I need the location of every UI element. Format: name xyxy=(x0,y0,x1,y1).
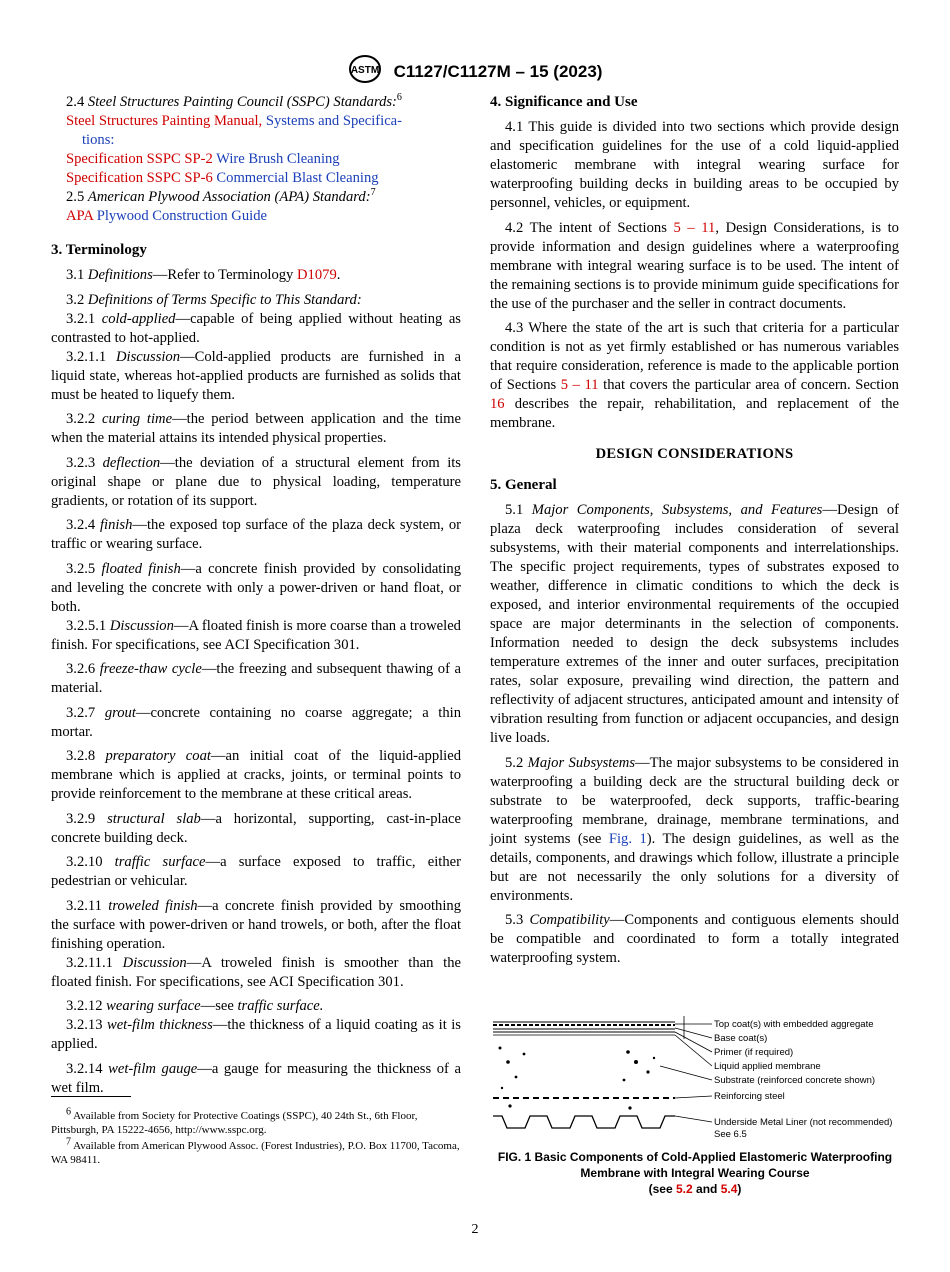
heading-general: 5. General xyxy=(490,477,557,493)
para-3-1: 3.1 Definitions—Refer to Terminology D1079. xyxy=(66,267,341,283)
heading-design-considerations: DESIGN CONSIDERATIONS xyxy=(595,446,794,462)
ref-apa xyxy=(51,207,461,226)
para-5-1: 5.1 Major Components, Subsystems, and Features—Design of plaza deck waterproofing includes consideration of several subsystems, with their material components and interrelationships. The specific project requirements, types of substrates exposed to weather, difference in climatic conditions to which the deck is exposed, and interior environmental requirements of the occupied space are major determinants in the selection of components. Information needed to design the deck subsystems includes temperature extremes of the inner and outer surfaces, precipitation rates, solar exposure, prevailing wind direction, the pattern and reflectivity of adjacent structures, anticipated amount and intensity of vibration resulting from function or adjacent occupancies, and design live loads. xyxy=(490,502,899,746)
para-3-2-2: 3.2.2 curing time—the period between application and the time when the material attains its intended physical properties. xyxy=(51,411,461,446)
para-3-2-11-1: 3.2.11.1 Discussion—A troweled finish is smoother than the floated finish. For specifications, see ACI Specification 301. xyxy=(51,954,461,990)
ref-sp6 xyxy=(51,169,461,188)
para-4-2: 4.2 The intent of Sections 5 – 11, Design Considerations, is to provide information and design guidelines where a waterproofing membrane with integral wearing surface is to be used. The intent of the remaining sections is to provide minimum guide specifications for the use of the purchaser and the seller in contract documents. xyxy=(490,219,899,312)
figure-1-diagram xyxy=(490,1014,900,1142)
deck-cross-section xyxy=(493,1022,675,1128)
section-16-link[interactable]: 16 xyxy=(490,396,505,412)
apa-title-link[interactable]: Plywood Construction Guide xyxy=(96,208,267,224)
apa-link[interactable]: APA xyxy=(66,208,94,224)
footnote-7: $^7$ Available from American Plywood Assoc. (Forest Industries), P.O. Box 11700, Tacoma, WA 98411. xyxy=(51,1136,460,1166)
para-3-2-14: 3.2.14 wet-film gauge—a gauge for measuring the thickness of a wet film. xyxy=(51,1060,461,1096)
document-number: C1127/C1127M – 15 (2023) xyxy=(393,61,603,81)
para-3-2-13: 3.2.13 wet-film thickness—the thickness of a liquid coating as it is applied. xyxy=(51,1017,461,1052)
section-2-5: 2.5 American Plywood Association (APA) Standard:$^7$ xyxy=(66,187,376,205)
section-2-4: 2.4 Steel Structures Painting Council (SSPC) Standards:$^6$ xyxy=(66,92,402,110)
para-5-3: 5.3 Compatibility—Components and contiguous elements should be compatible and coordinated to form a totally integrated waterproofing system. xyxy=(490,912,899,966)
ref-tions: tions: xyxy=(82,132,115,148)
aggregate-dots xyxy=(499,1047,656,1110)
astm-logo-text: ASTM xyxy=(350,65,379,76)
page-number: 2 xyxy=(471,1222,479,1237)
para-3-2-12: 3.2.12 wearing surface—see traffic surface. xyxy=(66,998,324,1014)
para-4-1: 4.1 This guide is divided into two sections which provide design and specification guidelines for the use of a cold liquid-applied elastomeric membrane with integral wearing surface for waterproofing building decks in building areas to be occupied by personnel, vehicles, or equipment. xyxy=(490,119,899,211)
sp6-link[interactable]: Specification SSPC SP-6 xyxy=(66,170,213,186)
para-3-2-1-1: 3.2.1.1 Discussion—Cold-applied products are furnished in a liquid state, whereas hot-applied products are furnished as solids that must be heated to liquefy them. xyxy=(51,348,461,403)
footnote-rule xyxy=(51,1096,131,1097)
sp6-title-link[interactable]: Commercial Blast Cleaning xyxy=(216,170,379,186)
para-3-2-3: 3.2.3 deflection—the deviation of a structural element from its original shape or plane due to physical loading, temperature gradients, or rotation of its support. xyxy=(51,454,461,509)
sections-5-11-link-2[interactable]: 5 – 11 xyxy=(560,377,599,393)
figure-1-caption: FIG. 1 Basic Components of Cold-Applied Elastomeric Waterproofing Membrane with Integral Wearing Course (see 5.2 and 5.4) xyxy=(497,1150,893,1196)
para-3-2-5-1: 3.2.5.1 Discussion—A floated finish is more coarse than a troweled finish. For specifications, see ACI Specification 301. xyxy=(51,617,461,653)
heading-significance: 4. Significance and Use xyxy=(490,94,638,110)
sp2-link[interactable]: Specification SSPC SP-2 xyxy=(66,151,213,167)
fig-label-substrate: Substrate (reinforced concrete shown) xyxy=(714,1075,876,1086)
ref-systems-specs-link[interactable]: Systems and Specifica- xyxy=(265,113,403,129)
fig-label-reinforcing: Reinforcing steel xyxy=(714,1091,785,1102)
heading-terminology: 3. Terminology xyxy=(51,242,147,258)
footnote-6: $^6$ Available from Society for Protective Coatings (SSPC), 40 24th St., 6th Floor, Pittsburgh, PA 15222-4656, http://www.sspc.org. xyxy=(51,1106,418,1136)
caption-5-2-link[interactable]: 5.2 xyxy=(675,1182,693,1196)
para-3-2-7: 3.2.7 grout—concrete containing no coarse aggregate; a thin mortar. xyxy=(51,704,461,740)
para-3-2-1: 3.2.1 cold-applied—capable of being applied without heating as contrasted to hot-applied. xyxy=(51,310,461,346)
fig-label-base-coat: Base coat(s) xyxy=(714,1033,768,1044)
astm-logo xyxy=(348,54,382,89)
para-4-3: 4.3 Where the state of the art is such that criteria for a particular condition is not as yet firmly established or has numerous variables that require consideration, reference is made to the applicable portion of Sections 5 – 11 that covers the particular area of concern. Section 16 describes the repair, rehabilitation, and replacement of the membrane. xyxy=(490,320,899,431)
right-column xyxy=(490,93,899,974)
fig-1-link[interactable]: Fig. 1 xyxy=(608,830,647,847)
page-header xyxy=(0,54,950,89)
fig-label-primer: Primer (if required) xyxy=(714,1047,794,1058)
d1079-link[interactable]: D1079 xyxy=(297,267,337,283)
fig-label-top-coat: Top coat(s) with embedded aggregate xyxy=(714,1019,874,1030)
caption-5-4-link[interactable]: 5.4 xyxy=(720,1182,738,1196)
para-3-2-11: 3.2.11 troweled finish—a concrete finish provided by smoothing the surface with power-driven or hand trowels, or both, after the float finishing operation. xyxy=(51,897,461,952)
ref-sspc-manual xyxy=(51,112,461,131)
fig-label-see-6-5: See 6.5 xyxy=(714,1129,747,1140)
para-3-2-10: 3.2.10 traffic surface—a surface exposed to traffic, either pedestrian or vehicular. xyxy=(51,854,461,889)
para-3-2: 3.2 Definitions of Terms Specific to This Standard: xyxy=(66,291,362,308)
sp2-title-link[interactable]: Wire Brush Cleaning xyxy=(216,151,340,167)
para-3-2-4: 3.2.4 finish—the exposed top surface of the plaza deck system, or traffic or wearing surface. xyxy=(51,517,461,552)
figure-1 xyxy=(490,1014,900,1197)
footnotes xyxy=(51,1096,461,1169)
ref-sspc-manual-link[interactable]: Steel Structures Painting Manual, xyxy=(66,113,263,129)
fig-label-membrane: Liquid applied membrane xyxy=(714,1061,821,1072)
para-5-2: 5.2 Major Subsystems—The major subsystems to be considered in waterproofing a building deck are the structural building deck or substrate to be waterproofed, deck supports, traffic-bearing waterproofing membrane, drainage, membrane terminations, and joint systems (see Fig. 1). The design guidelines, as well as the details, components, and drawings which follow, illustrate a principle but are not necessarily the only solutions for a diversity of environments. xyxy=(490,754,899,904)
para-3-2-8: 3.2.8 preparatory coat—an initial coat of the liquid-applied membrane which is applied at cracks, joints, or terminal points to provide reinforcement to the membrane at these critical areas. xyxy=(51,748,461,802)
para-3-2-6: 3.2.6 freeze-thaw cycle—the freezing and subsequent thawing of a material. xyxy=(51,661,461,696)
ref-sp2 xyxy=(51,150,461,169)
left-column xyxy=(51,93,461,1103)
para-3-2-9: 3.2.9 structural slab—a horizontal, supporting, cast-in-place concrete building deck. xyxy=(51,810,462,846)
para-3-2-5: 3.2.5 floated finish—a concrete finish provided by consolidating and leveling the concrete with only a power-driven or hand float, or both. xyxy=(51,560,462,615)
sections-5-11-link[interactable]: 5 – 11 xyxy=(673,219,716,236)
fig-label-metal-liner: Underside Metal Liner (not recommended) xyxy=(714,1117,893,1128)
